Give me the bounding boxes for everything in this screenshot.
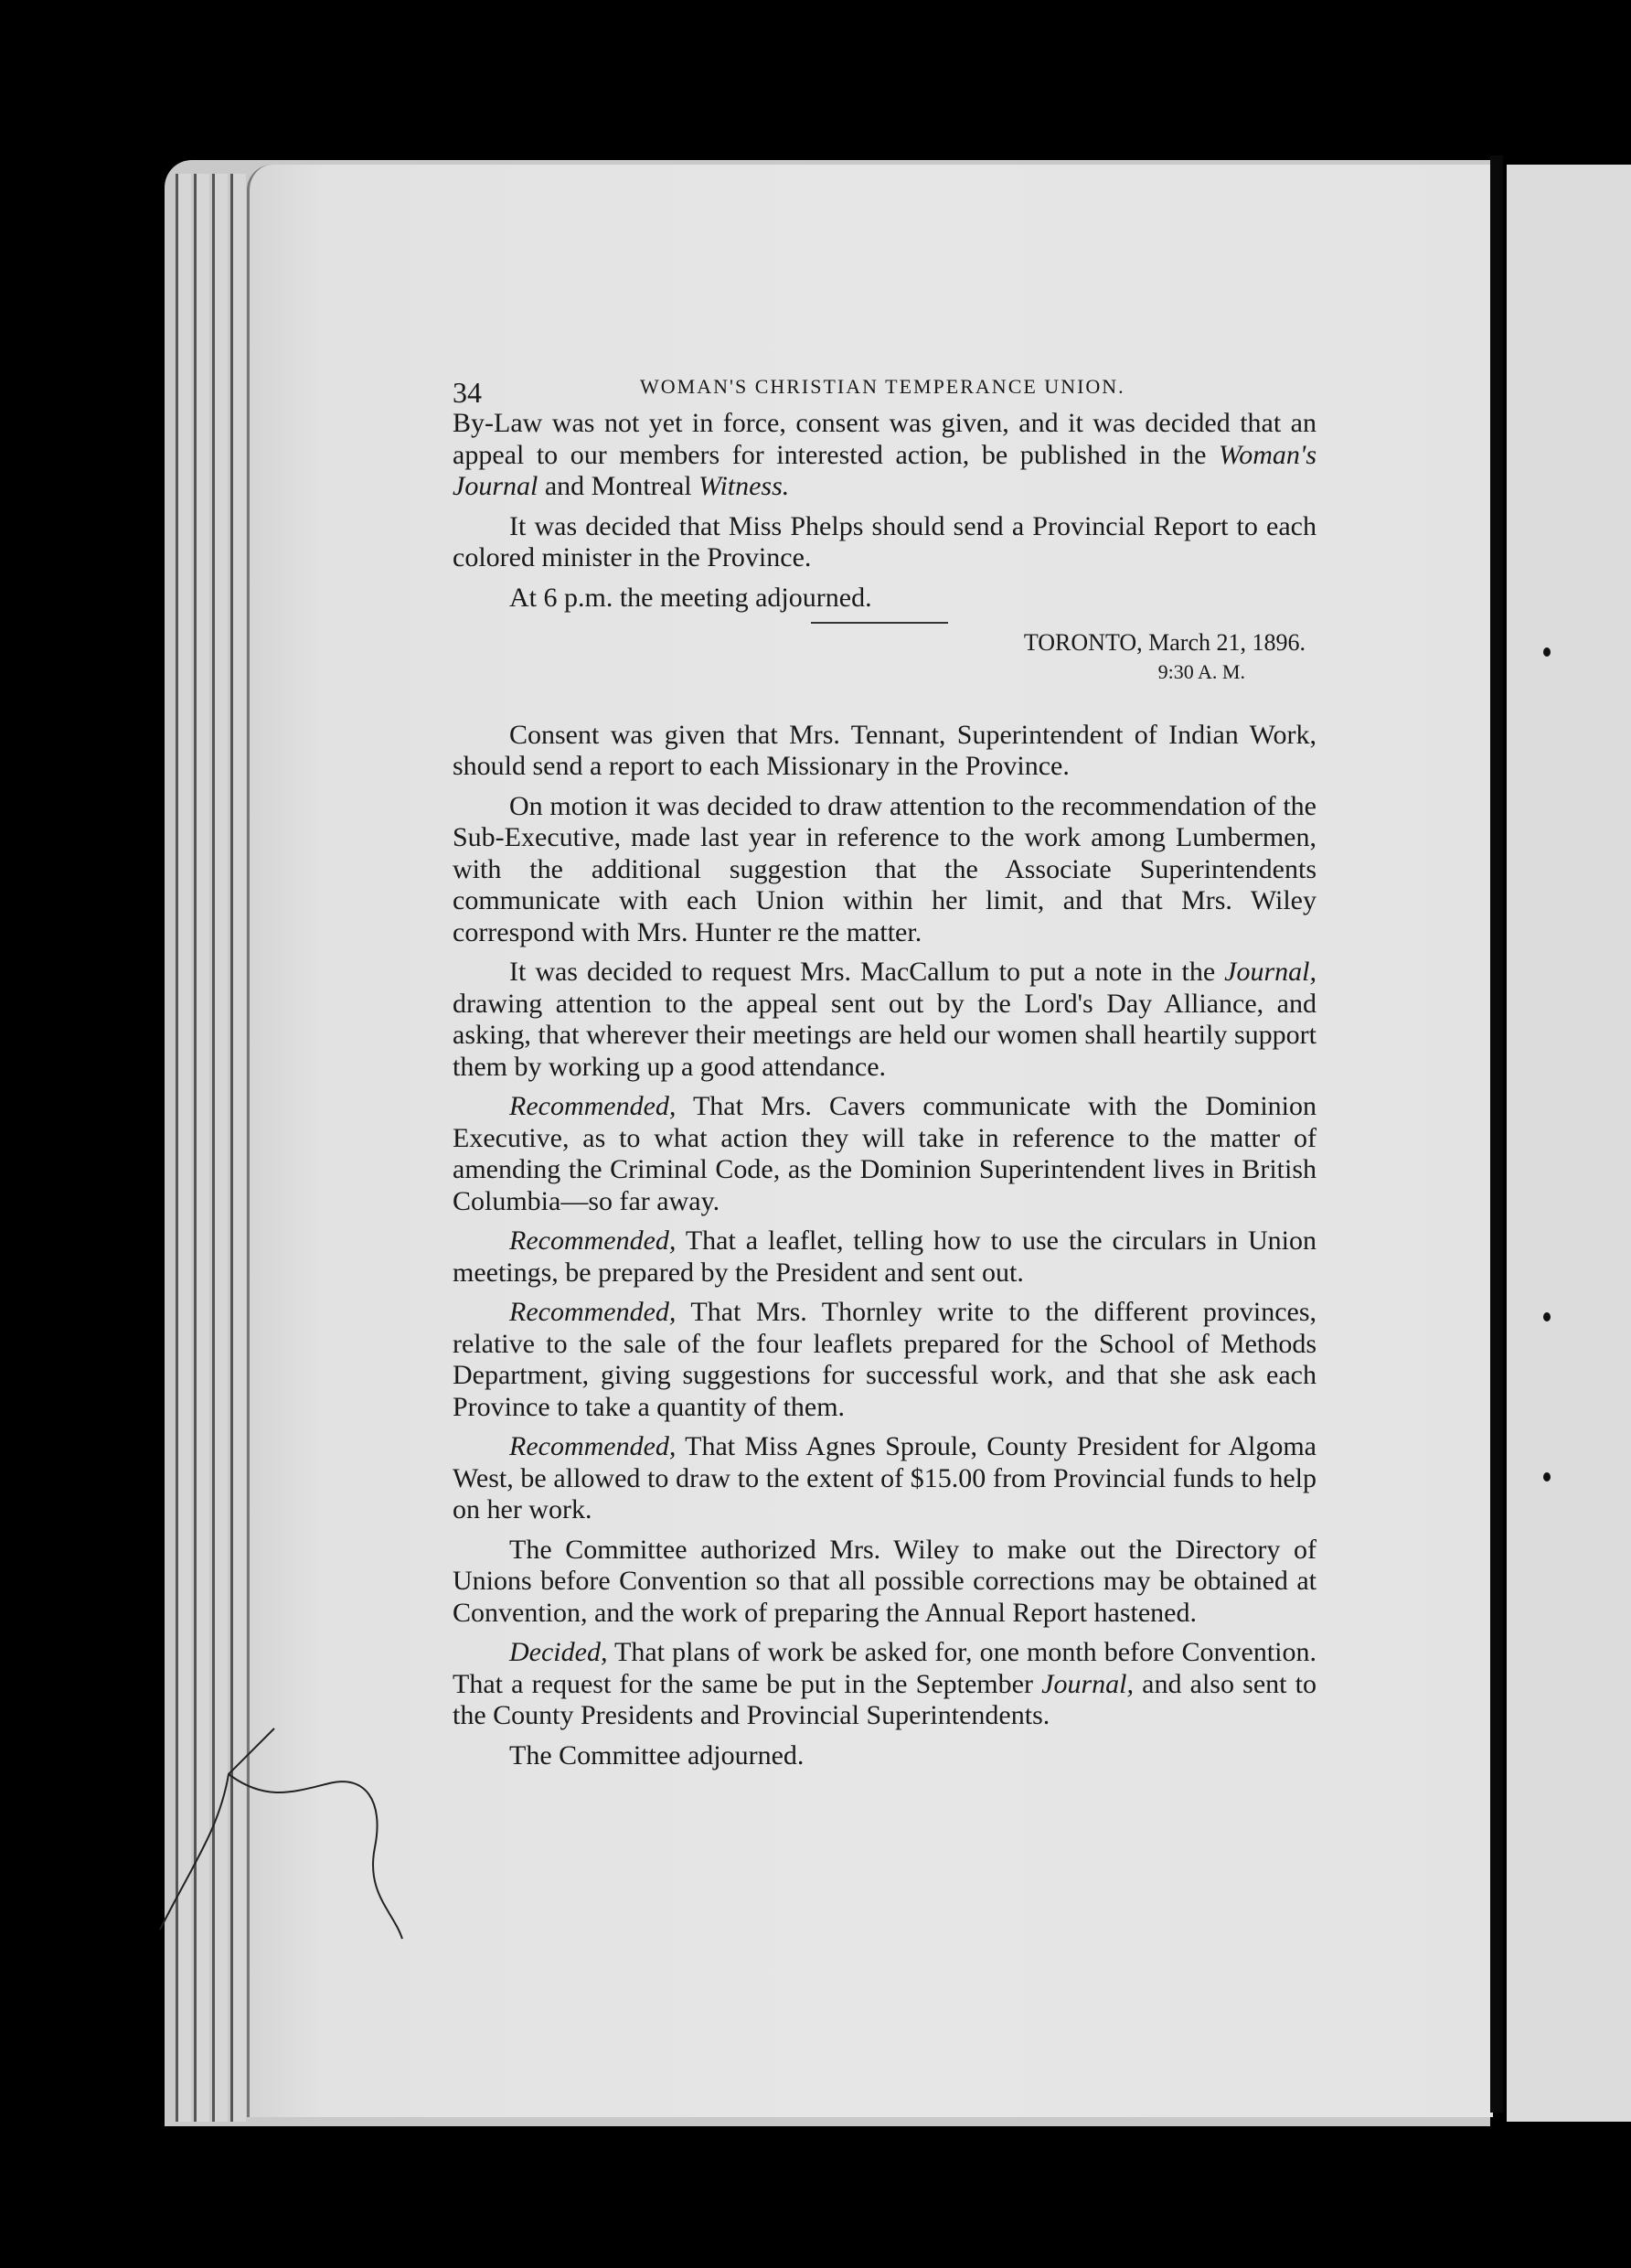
paragraph-sproule: Recommended, That Miss Agnes Sproule, County President for Algoma West, be allowed to draw to the extent of $15.00 from Provincial funds to help on her work. [453, 1431, 1317, 1524]
section-rule [811, 622, 948, 624]
page-number: 34 [453, 376, 482, 409]
page-text [453, 366, 1317, 1780]
paragraph-directory: The Committee authorized Mrs. Wiley to make out the Directory of Unions before Convention so that all possible corrections may be obtained at Convention, and the work of preparing the Annual Report hastened. [453, 1534, 1317, 1628]
dateline-time: 9:30 A. M. [1157, 660, 1245, 683]
bleed-mark [1543, 1312, 1551, 1321]
paragraph-closing: The Committee adjourned. [509, 1739, 805, 1771]
pencil-mark [155, 1719, 421, 2030]
running-head [453, 366, 1317, 409]
paragraph-colored-minister: It was decided that Miss Phelps should send a Provincial Report to each colored minister in the Province. [453, 510, 1317, 572]
facing-page-edge [1507, 165, 1631, 2122]
book-gutter [1490, 155, 1503, 2113]
bleed-mark [1543, 1472, 1551, 1482]
dateline: TORONTO, March 21, 1896. [1023, 629, 1306, 656]
running-head-title: WOMAN'S CHRISTIAN TEMPERANCE UNION. [640, 375, 1125, 398]
paragraph-bylaw: By-Law was not yet in force, consent was given, and it was decided that an appeal to our members for interested action, be published in the Woman's Journal and Montreal Witness. [453, 408, 1317, 501]
paragraph-tennant: Consent was given that Mrs. Tennant, Superintendent of Indian Work, should send a report to each Missionary in the Province. [453, 719, 1317, 781]
paragraph-lumbermen: On motion it was decided to draw attention to the recommendation of the Sub-Executive, made last year in reference to the work among Lumbermen, with the additional suggestion that the Associate Superintendents communicate with each Union within her limit, and that Mrs. Wiley correspond with Mrs. Hunter re the matter. [453, 790, 1317, 947]
bleed-mark [1543, 647, 1551, 657]
paragraph-thornley: Recommended, That Mrs. Thornley write to the different provinces, relative to the sale of the four leaflets prepared for the School of Methods Department, giving suggestions for successful work, and that she ask each Province to take a quantity of them. [453, 1297, 1317, 1422]
paragraph-maccallum: It was decided to request Mrs. MacCallum to put a note in the Journal, drawing attention to the appeal sent out by the Lord's Day Alliance, and asking, that wherever their meetings are held our women shall heartily support them by working up a good attendance. [453, 957, 1317, 1082]
paragraph-adjourned: At 6 p.m. the meeting adjourned. [509, 582, 872, 613]
paragraph-leaflet: Recommended, That a leaflet, telling how to use the circulars in Union meetings, be prepared by the President and sent out. [453, 1225, 1317, 1288]
paragraph-plans: Decided, That plans of work be asked for, one month before Convention. That a request for the same be put in the September Journal, and also sent to the County Presidents and Provincial Superintendents. [453, 1637, 1317, 1730]
paragraph-cavers: Recommended, That Mrs. Cavers communicate with the Dominion Executive, as to what action they will take in reference to the matter of amending the Criminal Code, as the Dominion Superintendent lives in British Columbia—so far away. [453, 1091, 1317, 1216]
